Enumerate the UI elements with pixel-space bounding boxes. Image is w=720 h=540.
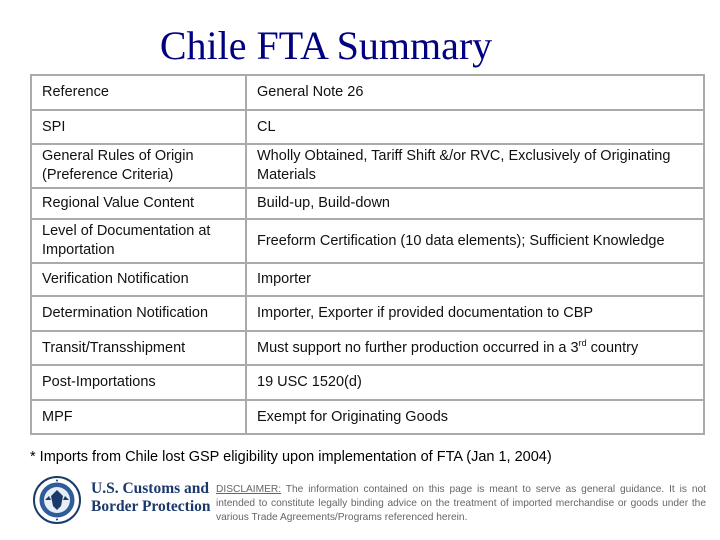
logo-line: Border Protection	[91, 498, 211, 515]
table-row	[31, 296, 704, 331]
row-value: CL	[246, 110, 704, 144]
table-row	[31, 331, 704, 365]
row-label: General Rules of Origin (Preference Criteria)	[31, 144, 246, 188]
table-row	[31, 110, 704, 144]
row-value-text: Must support no further production occurred in a 3	[257, 339, 579, 356]
row-value-text: country	[586, 339, 639, 356]
row-value: General Note 26	[246, 75, 704, 110]
row-label: Post-Importations	[31, 365, 246, 400]
fta-summary-table	[30, 74, 705, 435]
row-label: Regional Value Content	[31, 188, 246, 219]
logo-line: U.S. Customs and	[91, 480, 210, 497]
row-label: SPI	[31, 110, 246, 144]
cbp-logo-text	[91, 480, 211, 516]
row-value	[246, 331, 704, 365]
row-label: MPF	[31, 400, 246, 434]
row-value: Exempt for Originating Goods	[246, 400, 704, 434]
page-title: Chile FTA Summary	[159, 23, 493, 68]
table-row	[31, 365, 704, 400]
table-row	[31, 75, 704, 110]
disclaimer	[216, 483, 706, 525]
table-row	[31, 144, 704, 188]
disclaimer-text: The information contained on this page is meant to serve as general guidance. It is not intended to constitute legally binding advice on the treatment of imported merchandise or goods under the various Trade Agreements/Programs referenced herein.	[216, 484, 706, 523]
row-value: 19 USC 1520(d)	[246, 365, 704, 400]
table-row	[31, 188, 704, 219]
row-label: Verification Notification	[31, 263, 246, 296]
disclaimer-label: DISCLAIMER:	[216, 484, 282, 495]
ordinal-suffix: rd	[578, 337, 587, 348]
row-value: Freeform Certification (10 data elements); Sufficient Knowledge	[246, 219, 704, 263]
dhs-seal-icon	[33, 476, 81, 524]
row-label: Determination Notification	[31, 296, 246, 331]
footnote: * Imports from Chile lost GSP eligibility upon implementation of FTA (Jan 1, 2004)	[30, 449, 552, 465]
table-row	[31, 263, 704, 296]
row-value: Importer	[246, 263, 704, 296]
table-row	[31, 400, 704, 434]
row-label: Reference	[31, 75, 246, 110]
row-value: Build-up, Build-down	[246, 188, 704, 219]
row-label: Level of Documentation at Importation	[31, 219, 246, 263]
table-row	[31, 219, 704, 263]
row-value: Importer, Exporter if provided documentation to CBP	[246, 296, 704, 331]
row-label: Transit/Transshipment	[31, 331, 246, 365]
row-value: Wholly Obtained, Tariff Shift &/or RVC, Exclusively of Originating Materials	[246, 144, 704, 188]
